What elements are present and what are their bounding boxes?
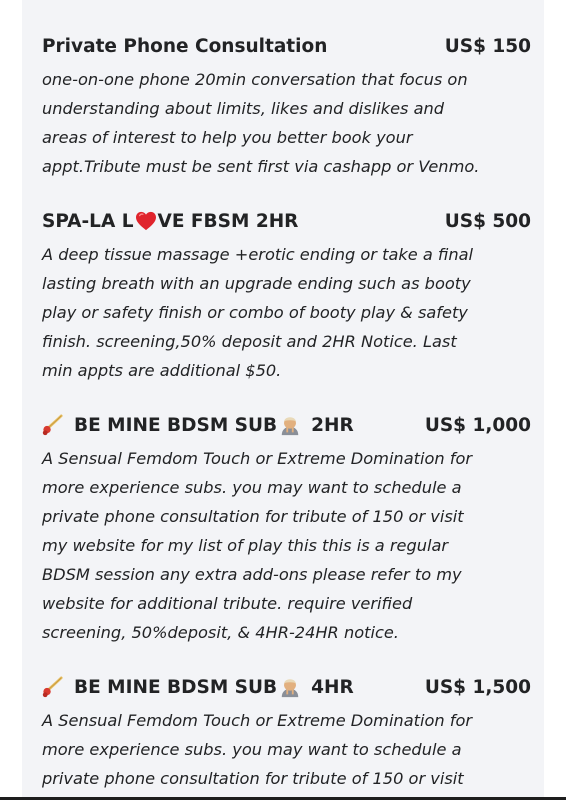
whip-icon [42, 676, 64, 698]
service-description [42, 444, 527, 647]
red-heart-icon [135, 211, 157, 231]
service-header [42, 206, 531, 236]
service-description [42, 706, 527, 793]
service-header [42, 31, 531, 61]
service-price: US$ 1,000 [424, 414, 531, 436]
service-header [42, 410, 531, 440]
service-title [42, 676, 354, 698]
service-title [42, 211, 298, 232]
service-item-bdsm-2hr[interactable] [42, 410, 531, 647]
service-price: US$ 500 [444, 210, 531, 232]
service-title-part: BE MINE BDSM SUB [74, 676, 278, 698]
service-title-part: BE MINE BDSM SUB [74, 414, 278, 436]
description-line: min appts are additional $50. [42, 361, 282, 380]
service-duration: 4HR [311, 676, 354, 698]
description-line: screening, 50%deposit, & 4HR-24HR notice. [42, 623, 399, 642]
description-line: understanding about limits, likes and dislikes and [42, 99, 445, 118]
description-line: A Sensual Femdom Touch or Extreme Domination for [42, 449, 473, 468]
service-title [42, 414, 354, 436]
description-line: A deep tissue massage +erotic ending or take a final [42, 245, 474, 264]
person-bowing-icon [279, 414, 301, 436]
description-line: my website for my list of play this this is a regular [42, 536, 449, 555]
person-bowing-icon [279, 676, 301, 698]
service-description [42, 240, 527, 385]
service-duration: 2HR [311, 414, 354, 436]
description-line: one-on-one phone 20min conversation that focus on [42, 70, 468, 89]
service-price: US$ 150 [444, 35, 531, 57]
description-line: website for additional tribute. require verified [42, 594, 413, 613]
description-line: more experience subs. you may want to schedule a [42, 740, 462, 759]
description-line: more experience subs. you may want to schedule a [42, 478, 462, 497]
description-line: BDSM session any extra add-ons please refer to my [42, 565, 462, 584]
whip-icon [42, 414, 64, 436]
description-line: finish. screening,50% deposit and 2HR Notice. Last [42, 332, 457, 351]
description-line: private phone consultation for tribute of 150 or visit [42, 507, 464, 526]
service-title: Private Phone Consultation [42, 35, 328, 57]
description-line: private phone consultation for tribute of 150 or visit [42, 769, 464, 788]
description-line: appt.Tribute must be sent first via cashapp or Venmo. [42, 157, 480, 176]
service-item-spa-fbsm[interactable] [42, 206, 531, 385]
service-title-part: VE FBSM 2HR [157, 210, 299, 232]
service-description [42, 65, 527, 181]
service-header [42, 672, 531, 702]
description-line: areas of interest to help you better book your [42, 128, 413, 147]
description-line: A Sensual Femdom Touch or Extreme Domination for [42, 711, 473, 730]
description-line: lasting breath with an upgrade ending such as booty [42, 274, 471, 293]
service-item-bdsm-4hr[interactable] [42, 672, 531, 793]
description-line: play or safety finish or combo of booty play & safety [42, 303, 468, 322]
service-price: US$ 1,500 [424, 676, 531, 698]
service-title-part: SPA-LA L [42, 210, 134, 232]
service-item-phone-consultation[interactable] [42, 31, 531, 181]
